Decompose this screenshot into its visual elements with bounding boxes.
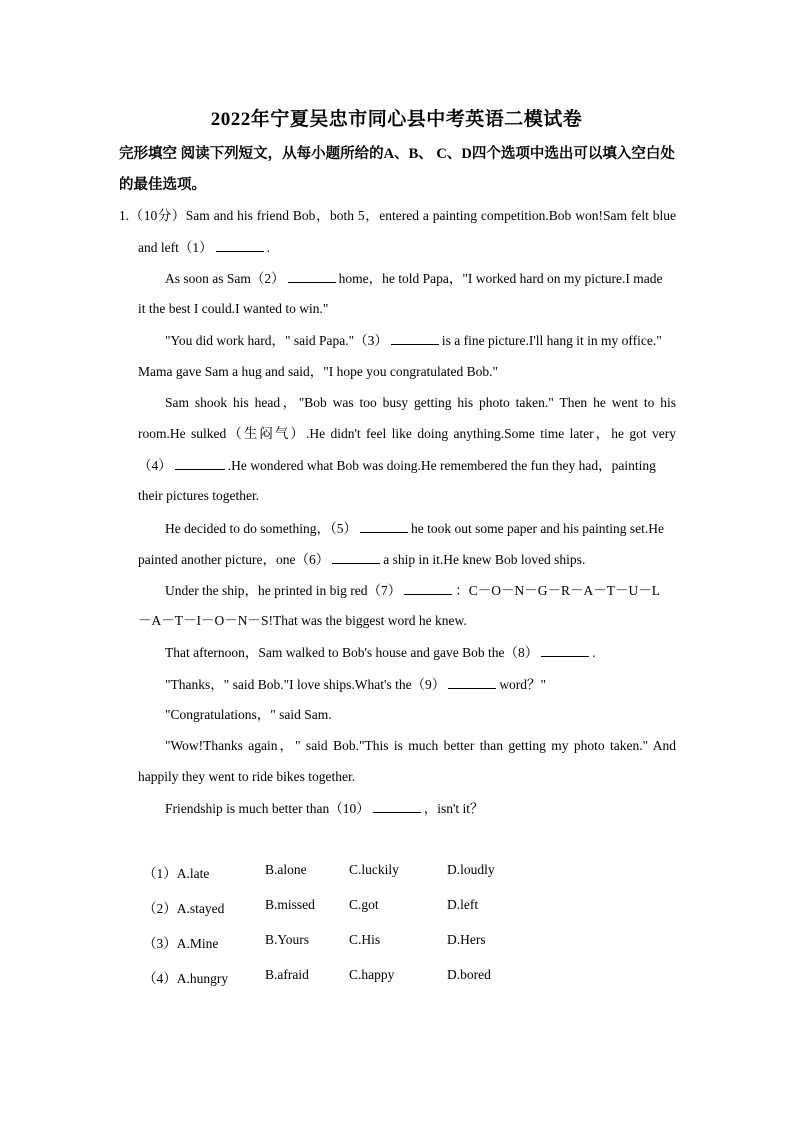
- passage-line: Sam shook his head，"Bob was too busy getting his photo taken." Then he went to his: [165, 395, 676, 410]
- passage-line: Friendship is much better than（10） ，isn't it？: [165, 798, 484, 819]
- option-c[interactable]: C.His: [349, 932, 381, 947]
- blank-2: [288, 268, 336, 283]
- blank-6: [332, 549, 380, 564]
- option-c[interactable]: C.happy: [349, 967, 395, 982]
- blank-7: [404, 580, 452, 595]
- option-b[interactable]: B.alone: [265, 862, 307, 877]
- option-a[interactable]: （2）A.stayed: [143, 901, 225, 916]
- passage-line: "Congratulations，" said Sam.: [165, 707, 332, 722]
- blank-4: [175, 455, 225, 470]
- passage-line: their pictures together.: [138, 488, 260, 503]
- passage-line: －A－T－I－O－N－S!That was the biggest word he knew.: [138, 613, 467, 628]
- option-d[interactable]: D.left: [447, 897, 479, 912]
- passage-line: That afternoon，Sam walked to Bob's house and gave Bob the（8） .: [165, 642, 596, 663]
- blank-9: [448, 674, 496, 689]
- passage-line: "You did work hard，" said Papa."（3） is a fine picture.I'll hang it in my office.": [165, 330, 662, 351]
- passage-line: it the best I could.I wanted to win.": [138, 301, 329, 316]
- option-b[interactable]: B.missed: [265, 897, 315, 912]
- passage-line: Under the ship，he printed in big red（7） ：C－O－N－G－R－A－T－U－L: [165, 580, 660, 601]
- passage-line: As soon as Sam（2） home，he told Papa，"I worked hard on my picture.I made: [165, 268, 662, 289]
- option-c[interactable]: C.got: [349, 897, 379, 912]
- option-a[interactable]: （3）A.Mine: [143, 936, 219, 951]
- blank-8: [541, 642, 589, 657]
- option-b[interactable]: B.Yours: [265, 932, 310, 947]
- blank-10: [373, 798, 421, 813]
- option-a[interactable]: （4）A.hungry: [143, 971, 229, 986]
- passage-line: happily they went to ride bikes together.: [138, 769, 356, 784]
- option-d[interactable]: D.loudly: [447, 862, 495, 877]
- blank-5: [360, 518, 408, 533]
- passage-line: and left（1） .: [138, 237, 270, 258]
- passage-line: "Thanks，" said Bob."I love ships.What's the（9） word？": [165, 674, 546, 695]
- blank-3: [391, 330, 439, 345]
- option-b[interactable]: B.afraid: [265, 967, 309, 982]
- passage-line: room.He sulked（生闷气）.He didn't feel like doing anything.Some time later，he got very: [138, 426, 676, 441]
- option-d[interactable]: D.bored: [447, 967, 491, 982]
- option-d[interactable]: D.Hers: [447, 932, 486, 947]
- passage-line: He decided to do something，（5） he took out some paper and his painting set.He: [165, 518, 664, 539]
- blank-1: [216, 237, 264, 252]
- passage-line: （4） .He wondered what Bob was doing.He remembered the fun they had，painting: [138, 455, 656, 476]
- option-c[interactable]: C.luckily: [349, 862, 399, 877]
- page-title: 2022年宁夏吴忠市同心县中考英语二模试卷: [210, 109, 583, 130]
- passage-line: Mama gave Sam a hug and said，"I hope you congratulated Bob.": [138, 364, 499, 379]
- section-instructions: 完形填空 阅读下列短文，从每小题所给的A、B、 C、D四个选项中选出可以填入空白处的最佳选项。: [119, 146, 675, 193]
- passage-line: "Wow!Thanks again，" said Bob."This is much better than getting my photo taken." And: [165, 738, 676, 753]
- passage-line: 1.（10分）Sam and his friend Bob，both 5，entered a painting competition.Bob won!Sam felt blue: [119, 208, 676, 223]
- option-a[interactable]: （1）A.late: [143, 866, 210, 881]
- passage-line: painted another picture，one（6） a ship in it.He knew Bob loved ships.: [138, 549, 585, 570]
